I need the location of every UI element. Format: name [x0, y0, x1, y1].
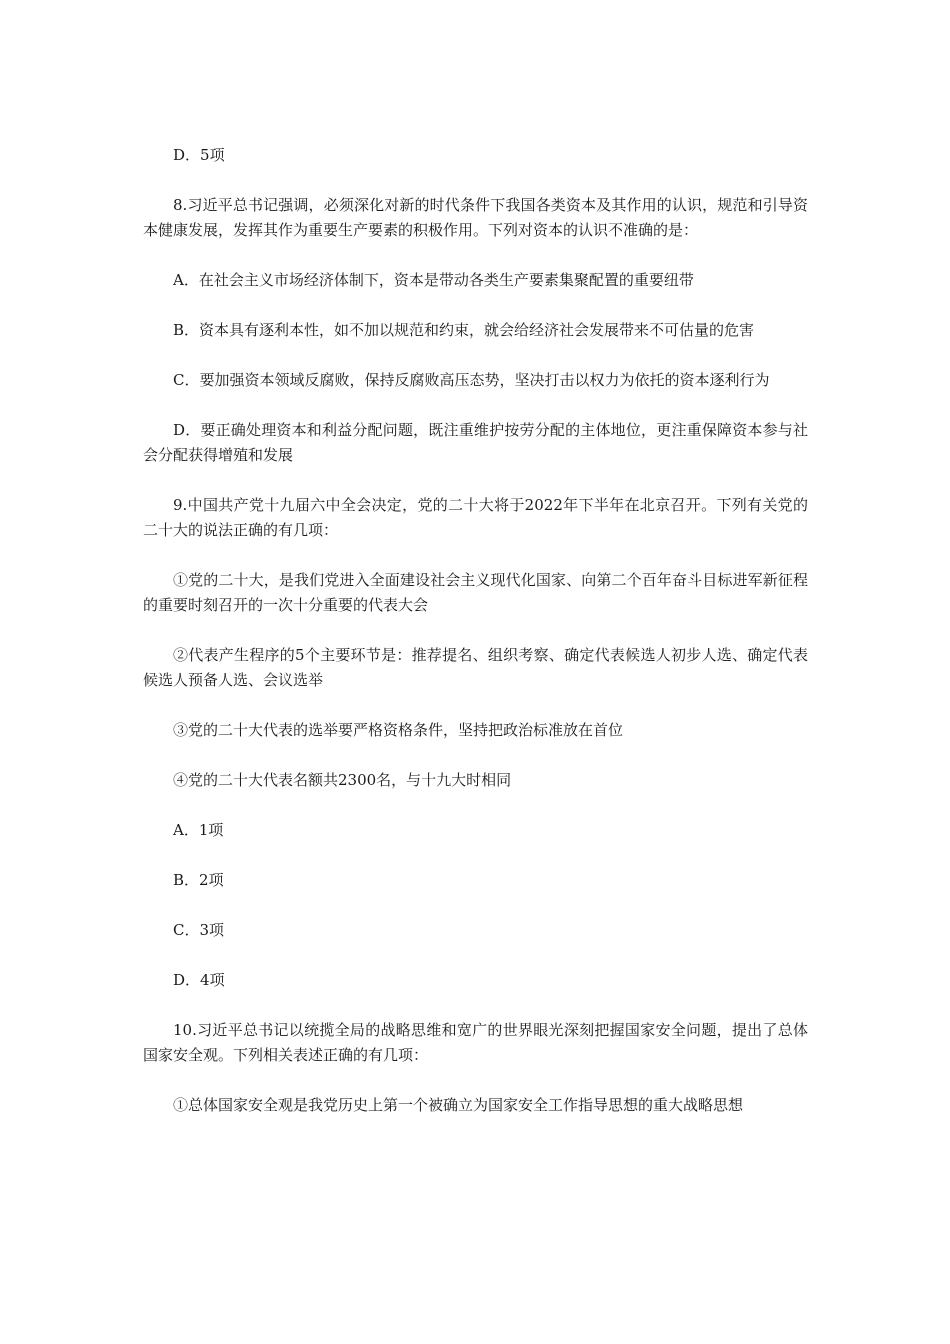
- statement-1-q9: ①党的二十大，是我们党进入全面建设社会主义现代化国家、向第二个百年奋斗目标进军新征程的重要时刻召开的一次十分重要的代表大会: [143, 571, 808, 614]
- question-8: 8.习近平总书记强调，必须深化对新的时代条件下我国各类资本及其作用的认识，规范和引导资本健康发展，发挥其作为重要生产要素的积极作用。下列对资本的认识不准确的是：: [143, 196, 808, 239]
- option-a-q8: A．在社会主义市场经济体制下，资本是带动各类生产要素集聚配置的重要纽带: [173, 271, 694, 289]
- option-d-q7: D．5项: [173, 146, 225, 164]
- option-d-q9: D．4项: [173, 971, 225, 989]
- option-d-q8: D．要正确处理资本和利益分配问题，既注重维护按劳分配的主体地位，更注重保障资本参与社会分配获得增殖和发展: [143, 421, 808, 464]
- statement-4-q9: ④党的二十大代表名额共2300名，与十九大时相同: [173, 771, 512, 789]
- option-b-q8: B．资本具有逐利本性，如不加以规范和约束，就会给经济社会发展带来不可估量的危害: [173, 321, 755, 339]
- question-10: 10.习近平总书记以统揽全局的战略思维和宽广的世界眼光深刻把握国家安全问题，提出了总体国家安全观。下列相关表述正确的有几项：: [143, 1021, 808, 1064]
- option-a-q9: A．1项: [173, 821, 224, 839]
- question-9: 9.中国共产党十九届六中全会决定，党的二十大将于2022年下半年在北京召开。下列有关党的二十大的说法正确的有几项：: [143, 496, 808, 539]
- option-c-q8: C．要加强资本领域反腐败，保持反腐败高压态势，坚决打击以权力为依托的资本逐利行为: [173, 371, 770, 389]
- statement-1-q10: ①总体国家安全观是我党历史上第一个被确立为国家安全工作指导思想的重大战略思想: [173, 1096, 744, 1114]
- option-c-q9: C．3项: [173, 921, 225, 939]
- statement-3-q9: ③党的二十大代表的选举要严格资格条件，坚持把政治标准放在首位: [173, 721, 624, 739]
- option-b-q9: B．2项: [173, 871, 224, 889]
- statement-2-q9: ②代表产生程序的5个主要环节是：推荐提名、组织考察、确定代表候选人初步人选、确定代表候选人预备人选、会议选举: [143, 646, 808, 689]
- document-body: [143, 143, 808, 1143]
